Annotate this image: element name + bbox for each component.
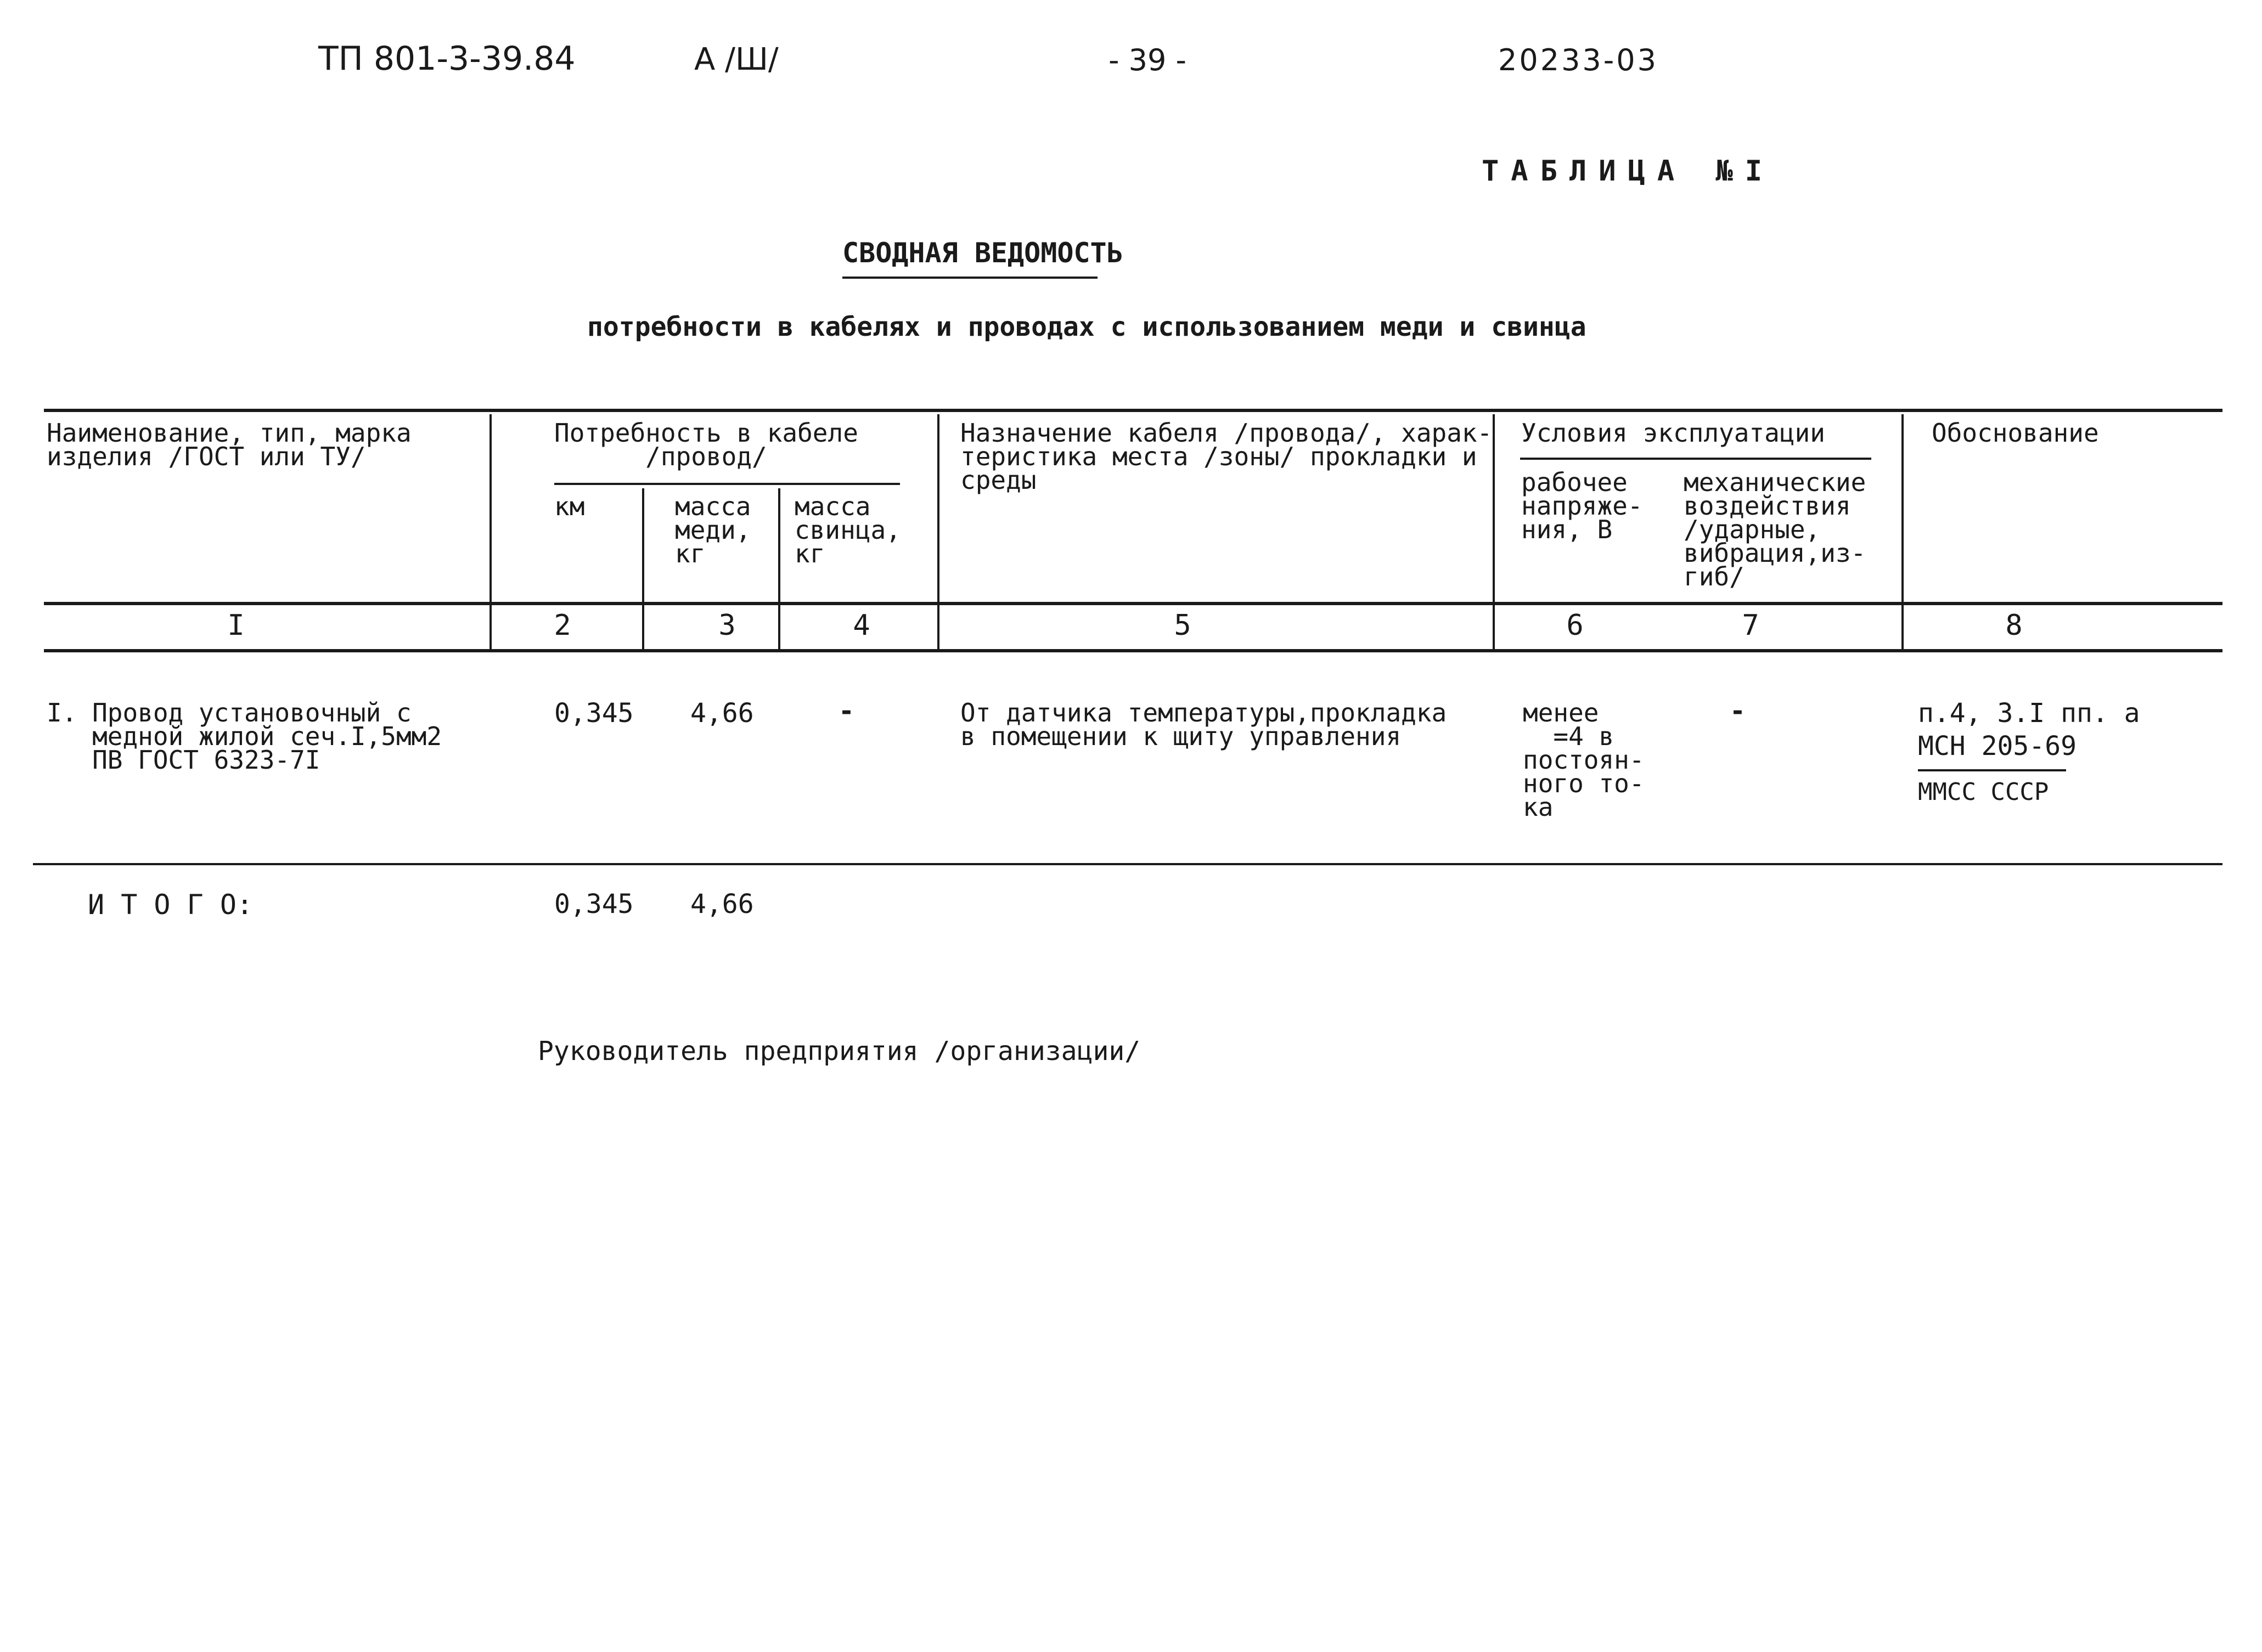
page-number: - 39 - — [1109, 43, 1187, 77]
column-number-4: 4 — [853, 609, 870, 642]
row-mechanical: - — [1730, 696, 1746, 726]
column-header-lead: масса свинца, кг — [795, 492, 901, 568]
row-justification-authority: ММСС СССР — [1918, 778, 2049, 806]
column-number-3: 3 — [718, 609, 736, 642]
total-copper-mass: 4,66 — [690, 889, 754, 920]
row-purpose: От датчика температуры,прокладка в помещении к щиту управления — [960, 698, 1447, 751]
archive-number: 20233-03 — [1498, 43, 1658, 77]
document-code: ТП 801-3-39.84 — [318, 40, 576, 78]
column-header-km: км — [554, 492, 585, 521]
row-voltage: менее =4 в постоян- ного то- ка — [1523, 698, 1645, 822]
row-name: I. Провод установочный с медной жилой сеч.I,5мм2 ПВ ГОСТ 6323-7I — [47, 698, 442, 775]
page-title: СВОДНАЯ ВЕДОМОСТЬ — [842, 237, 1123, 269]
column-number-7: 7 — [1742, 609, 1759, 642]
total-km: 0,345 — [554, 889, 634, 920]
column-number-2: 2 — [554, 609, 571, 642]
column-header-demand: Потребность в кабеле /провод/ — [554, 418, 858, 471]
total-label: И Т О Г О: — [88, 889, 254, 921]
column-header-voltage: рабочее напряже- ния, В — [1521, 467, 1643, 544]
row-justification-clause: п.4, 3.I пп. а — [1918, 698, 2140, 729]
album-code: А /Ш/ — [694, 42, 779, 77]
column-number-8: 8 — [2005, 609, 2023, 642]
column-header-mechanical: механические воздействия /ударные, вибрация,из- гиб/ — [1684, 467, 1866, 591]
column-numbers-rule — [44, 649, 2222, 652]
signature-line: Руководитель предприятия /организации/ — [538, 1036, 1141, 1067]
column-header-purpose: Назначение кабеля /провода/, харак- теристика места /зоны/ прокладки и среды — [960, 418, 1493, 495]
row-km: 0,345 — [554, 698, 634, 729]
title-underline — [842, 277, 1098, 279]
header-bottom-rule — [44, 602, 2222, 605]
table-label: ТАБЛИЦА №I — [1482, 155, 1775, 188]
column-number-1: I — [227, 609, 245, 642]
page-subtitle: потребности в кабелях и проводах с использованием меди и свинца — [587, 312, 1586, 342]
column-number-5: 5 — [1174, 609, 1191, 642]
column-header-copper: масса меди, кг — [675, 492, 751, 568]
row-justification-standard: МСН 205-69 — [1918, 731, 2077, 762]
column-header-name: Наименование, тип, марка изделия /ГОСТ или ТУ/ — [47, 418, 412, 471]
justification-divider — [1918, 769, 2066, 771]
total-rule — [33, 863, 2222, 865]
row-lead-mass: - — [839, 696, 854, 726]
table-top-rule — [44, 409, 2222, 412]
row-copper-mass: 4,66 — [690, 698, 754, 729]
column-number-6: 6 — [1566, 609, 1584, 642]
column-header-conditions: Условия эксплуатации — [1521, 418, 1825, 448]
column-header-justification: Обоснование — [1932, 418, 2099, 448]
